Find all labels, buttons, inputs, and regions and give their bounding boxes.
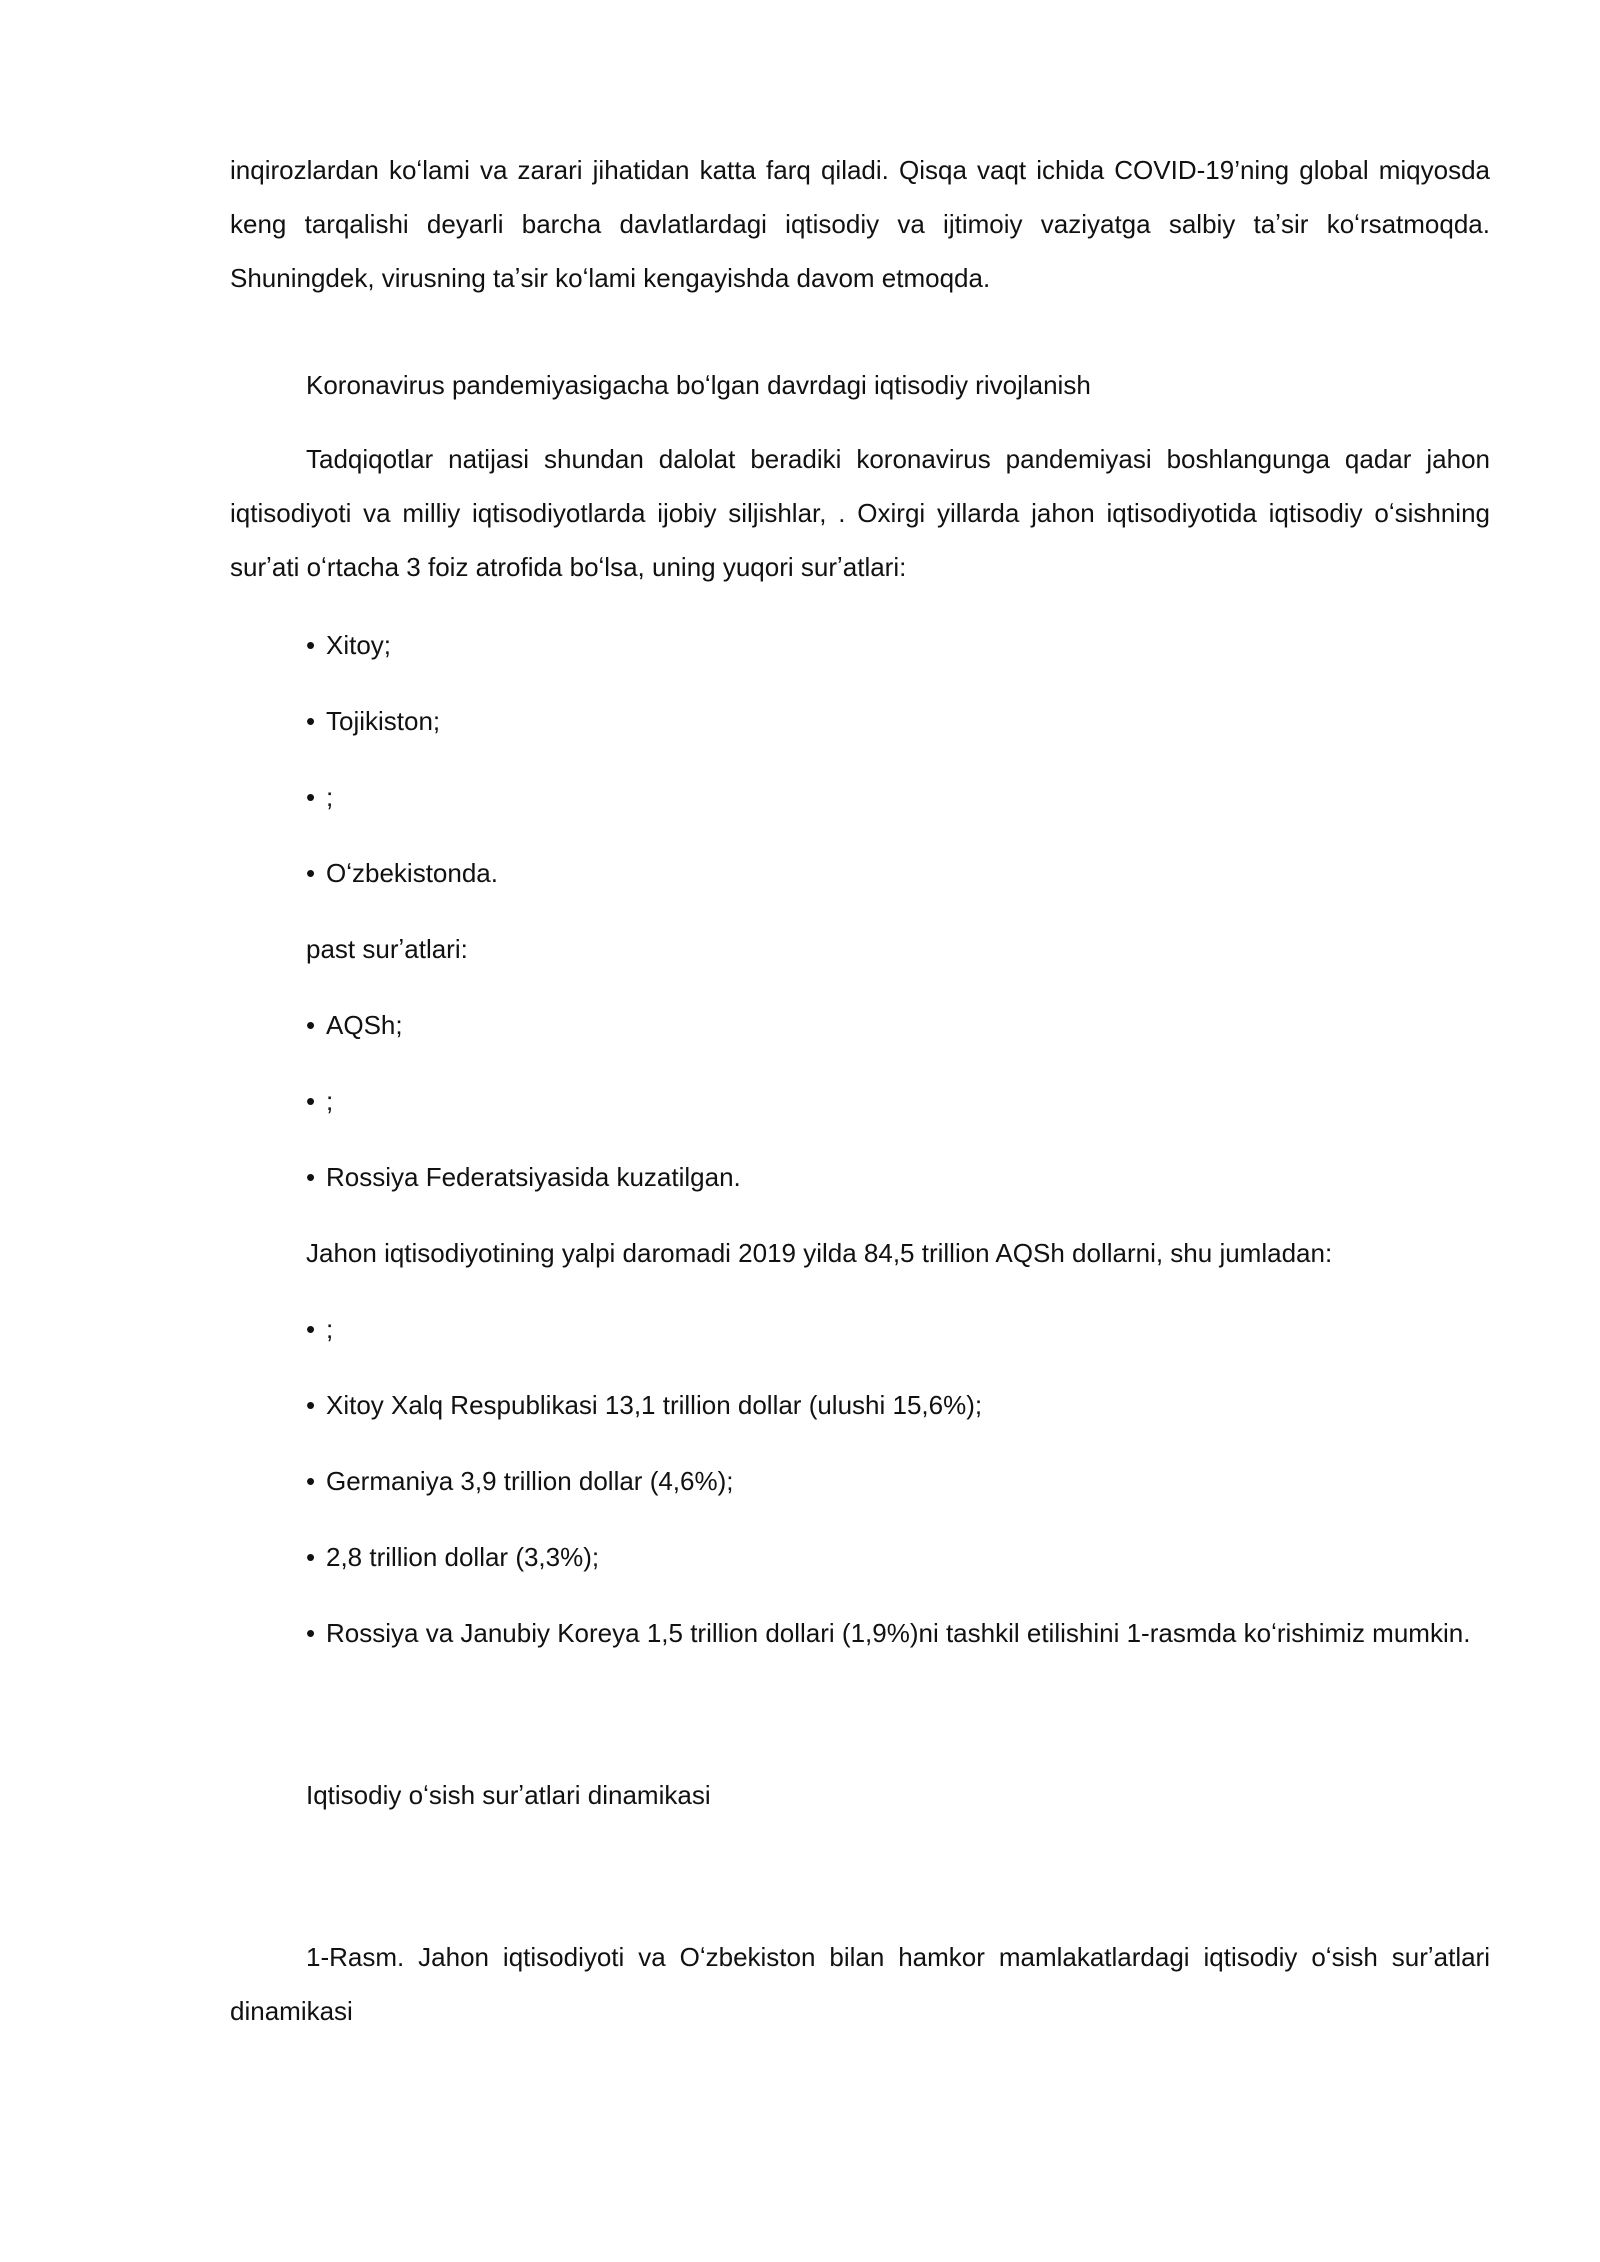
list-item-text: 2,8 trillion dollar (3,3%); — [326, 1542, 600, 1572]
bullet-icon: • — [306, 1162, 316, 1192]
list-item-text: Xitoy Xalq Respublikasi 13,1 trillion dollar (ulushi 15,6%); — [326, 1390, 983, 1420]
bullet-icon: • — [306, 1314, 316, 1344]
section-heading-growth-dynamics: Iqtisodiy oʻsish surʼatlari dinamikasi — [306, 1780, 711, 1810]
list-item-text: AQSh; — [326, 1010, 403, 1040]
bullet-icon: • — [306, 1542, 316, 1572]
list-item-gdp — [230, 1302, 1490, 1356]
list-item-high-rate — [230, 694, 1490, 748]
low-rates-label: past surʼatlari: — [306, 934, 468, 964]
list-item-text: Rossiya Federatsiyasida kuzatilgan. — [326, 1162, 741, 1192]
bullet-icon: • — [306, 1086, 316, 1116]
list-item-text: Rossiya va Janubiy Koreya 1,5 trillion dollari (1,9%)ni tashkil etilishini 1-rasmda koʻrishimiz mumkin. — [326, 1618, 1471, 1648]
list-item-low-rate — [230, 1150, 1490, 1204]
gdp-paragraph: Jahon iqtisodiyotining yalpi daromadi 2019 yilda 84,5 trillion AQSh dollarni, shu jumladan: — [306, 1238, 1333, 1268]
figure-caption: 1-Rasm. Jahon iqtisodiyoti va Oʻzbekiston bilan hamkor mamlakatlardagi iqtisodiy oʻsish surʼatlari dinamikasi — [230, 1942, 1490, 2026]
list-item-low-rate — [230, 998, 1490, 1052]
bullet-icon: • — [306, 1390, 316, 1420]
list-item-text: ; — [326, 1314, 334, 1344]
bullet-icon: • — [306, 1010, 316, 1040]
bullet-icon: • — [306, 706, 316, 736]
list-item-high-rate — [230, 618, 1490, 672]
list-item-gdp — [230, 1378, 1490, 1432]
list-item-gdp-last — [230, 1606, 1490, 1660]
bullet-icon: • — [306, 630, 316, 660]
bullet-icon: • — [306, 782, 316, 812]
list-item-low-rate — [230, 1074, 1490, 1128]
bullet-icon: • — [306, 1466, 316, 1496]
bullet-icon: • — [306, 1618, 316, 1648]
list-item-text: Tojikiston; — [326, 706, 441, 736]
list-item-gdp — [230, 1454, 1490, 1508]
list-item-gdp — [230, 1530, 1490, 1584]
list-item-text: ; — [326, 782, 334, 812]
intro-paragraph: inqirozlardan koʻlami va zarari jihatidan katta farq qiladi. Qisqa vaqt ichida COVID-19’ning global miqyosda keng tarqalishi deyarli barcha davlatlardagi iqtisodiy va ijtimoiy vaziyatga salbiy taʼsir koʻrsatmoqda. Shuningdek, virusning taʼsir koʻlami kengayishda davom etmoqda. — [230, 155, 1490, 293]
research-paragraph: Tadqiqotlar natijasi shundan dalolat beradiki koronavirus pandemiyasi boshlangunga qadar jahon iqtisodiyoti va milliy iqtisodiyotlarda ijobiy siljishlar, . Oxirgi yillarda jahon iqtisodiyotida iqtisodiy oʻsishning surʼati oʻrtacha 3 foiz atrofida boʻlsa, uning yuqori surʼatlari: — [230, 444, 1490, 582]
list-item-text: ; — [326, 1086, 334, 1116]
list-item-text: Xitoy; — [326, 630, 392, 660]
list-item-text: Germaniya 3,9 trillion dollar (4,6%); — [326, 1466, 734, 1496]
list-item-text: Oʻzbekistonda. — [326, 858, 498, 888]
list-item-high-rate — [230, 846, 1490, 900]
bullet-icon: • — [306, 858, 316, 888]
section-heading-pre-pandemic: Koronavirus pandemiyasigacha boʻlgan davrdagi iqtisodiy rivojlanish — [306, 370, 1091, 400]
list-item-high-rate — [230, 770, 1490, 824]
